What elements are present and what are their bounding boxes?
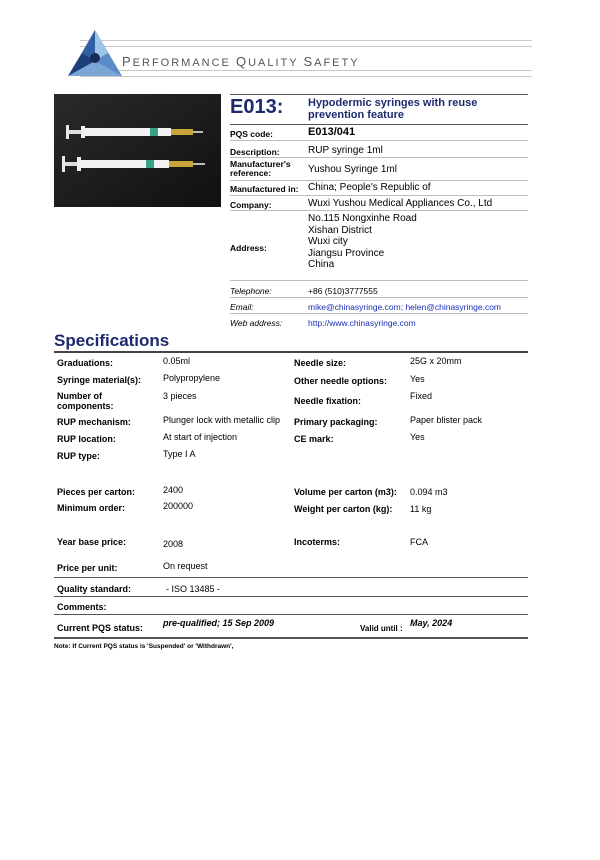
rule — [230, 313, 528, 314]
number-of-components-label: Number of components: — [57, 391, 114, 411]
title-rule — [230, 124, 528, 125]
current-pqs-status-value: pre-qualified; 15 Sep 2009 — [163, 618, 275, 628]
rule — [54, 637, 528, 639]
manufactured-in-value: China; People's Republic of — [308, 182, 431, 193]
rule — [230, 297, 528, 298]
rule — [54, 577, 528, 578]
needle-fixation-value: Fixed — [410, 391, 433, 401]
minimum-order-label: Minimum order: — [57, 503, 126, 513]
product-category-title: Hypodermic syringes with reuse prevention feature — [308, 97, 478, 121]
company-value: Wuxi Yushou Medical Appliances Co., Ltd — [308, 198, 493, 209]
comments-label: Comments: — [57, 602, 107, 612]
rule — [230, 280, 528, 281]
rup-location-value: At start of injection — [163, 432, 238, 442]
manufacturer-reference-label: Manufacturer's reference: — [230, 159, 291, 178]
email-link[interactable]: mike@chinasyringe.com; helen@chinasyringe.com — [308, 302, 502, 312]
year-base-price-value: 2008 — [163, 539, 184, 549]
address-value — [308, 213, 417, 271]
telephone-value: +86 (510)3777555 — [308, 286, 378, 296]
current-pqs-status-label: Current PQS status: — [57, 623, 144, 633]
price-per-unit-label: Price per unit: — [57, 563, 118, 573]
rup-mechanism-label: RUP mechanism: — [57, 417, 131, 427]
rule — [230, 180, 528, 181]
syringe-photo-icon — [54, 94, 221, 207]
address-line: China — [308, 259, 335, 270]
rule — [230, 157, 528, 158]
needle-fixation-label: Needle fixation: — [294, 396, 362, 406]
needle-size-value: 25G x 20mm — [410, 356, 462, 366]
address-label: Address: — [230, 243, 267, 253]
description-label: Description: — [230, 147, 280, 157]
quality-standard-label: Quality standard: — [57, 584, 132, 594]
rup-type-value: Type I A — [163, 449, 196, 459]
address-line: Jiangsu Province — [308, 247, 385, 259]
number-of-components-value: 3 pieces — [163, 391, 197, 401]
needle-size-label: Needle size: — [294, 358, 347, 368]
status-note: Note: If Current PQS status is 'Suspended' or 'Withdrawn', — [54, 643, 234, 650]
specifications-rule — [54, 351, 528, 353]
brand-tagline: PERFORMANCE QUALITY SAFETY — [122, 54, 360, 69]
ce-mark-value: Yes — [410, 432, 425, 442]
rule — [230, 210, 528, 211]
volume-per-carton-value: 0.094 m3 — [410, 487, 448, 497]
rup-type-label: RUP type: — [57, 451, 100, 461]
specifications-heading: Specifications — [54, 331, 170, 350]
code-top-rule — [230, 94, 528, 95]
rule — [54, 596, 528, 597]
other-needle-options-value: Yes — [410, 374, 425, 384]
valid-until-label: Valid until : — [360, 624, 403, 633]
address-line: Wuxi city — [308, 236, 348, 247]
year-base-price-label: Year base price: — [57, 537, 127, 547]
volume-per-carton-label: Volume per carton (m3): — [294, 487, 397, 497]
valid-until-value: May, 2024 — [410, 618, 453, 628]
rule — [230, 140, 528, 141]
telephone-label: Telephone: — [230, 286, 272, 296]
ce-mark-label: CE mark: — [294, 434, 334, 444]
product-category-code: E013: — [230, 96, 284, 118]
pqs-code-value: E013/041 — [308, 126, 356, 138]
product-photo — [54, 94, 221, 207]
pieces-per-carton-value: 2400 — [163, 485, 184, 495]
rup-location-label: RUP location: — [57, 434, 116, 444]
address-line: Xishan District — [308, 224, 372, 236]
incoterms-value: FCA — [410, 537, 428, 547]
primary-packaging-label: Primary packaging: — [294, 417, 378, 427]
syringe-material-label: Syringe material(s): — [57, 375, 142, 385]
other-needle-options-label: Other needle options: — [294, 376, 388, 386]
email-label: Email: — [230, 302, 254, 312]
pieces-per-carton-label: Pieces per carton: — [57, 487, 136, 497]
page-header — [0, 0, 600, 90]
incoterms-label: Incoterms: — [294, 537, 341, 547]
graduations-value: 0.05ml — [163, 356, 191, 366]
weight-per-carton-value: 11 kg — [410, 504, 432, 514]
address-line: No.115 Nongxinhe Road — [308, 213, 417, 224]
company-label: Company: — [230, 200, 272, 210]
rule — [54, 614, 528, 615]
quality-standard-value: - ISO 13485 - — [166, 584, 221, 594]
rule — [230, 195, 528, 196]
triangle-logo-icon — [66, 28, 124, 78]
web-address-link[interactable]: http://www.chinasyringe.com — [308, 318, 416, 328]
pqs-code-label: PQS code: — [230, 129, 273, 139]
minimum-order-value: 200000 — [163, 501, 194, 511]
graduations-label: Graduations: — [57, 358, 114, 368]
price-per-unit-value: On request — [163, 561, 208, 571]
primary-packaging-value: Paper blister pack — [410, 415, 483, 425]
manufacturer-reference-value: Yushou Syringe 1ml — [308, 164, 397, 175]
syringe-material-value: Polypropylene — [163, 373, 221, 383]
manufactured-in-label: Manufactured in: — [230, 184, 299, 194]
description-value: RUP syringe 1ml — [308, 145, 383, 156]
rup-mechanism-value: Plunger lock with metallic clip — [163, 415, 281, 425]
web-address-label: Web address: — [230, 318, 283, 328]
weight-per-carton-label: Weight per carton (kg): — [294, 504, 393, 514]
